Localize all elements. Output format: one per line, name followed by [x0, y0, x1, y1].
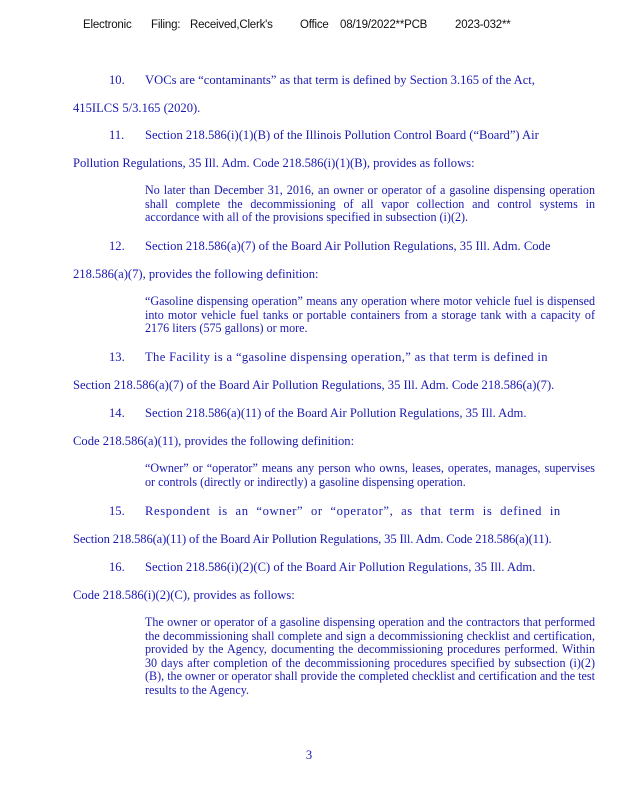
- paragraph-number: 14.: [109, 406, 125, 420]
- header-electronic: Electronic: [83, 19, 132, 31]
- paragraph-text: The Facility is a “gasoline dispensing operation,” as that term is defined in: [145, 350, 548, 364]
- header-date: 08/19/2022**PCB: [340, 19, 428, 31]
- block-quote: The owner or operator of a gasoline dispensing operation and the contractors that performed the decommissioning shall complete and sign a decommissioning checklist and certification, provided by the Agency, documenting the decommissioning procedures performed. Within 30 days after completion of the decommissioning procedures specified by subsection (i)(2)(B), the owner or operator shall provide the completed checklist and certification and the test results to the Agency.: [145, 615, 595, 697]
- header-office: Office: [300, 19, 329, 31]
- paragraph-text: Section 218.586(a)(11) of the Board Air Pollution Regulations, 35 Ill. Adm.: [145, 406, 527, 420]
- paragraph-text: Code 218.586(a)(11), provides the following definition:: [73, 434, 355, 448]
- paragraph-text: Section 218.586(i)(1)(B) of the Illinois Pollution Control Board (“Board”) Air: [145, 128, 539, 142]
- page-number: 3: [305, 748, 313, 762]
- block-quote: No later than December 31, 2016, an owner or operator of a gasoline dispensing operation shall complete the decommissioning of all vapor collection and control systems in accordance with all of the provisions specified in subsection (i)(2).: [145, 183, 595, 225]
- block-quote: “Owner” or “operator” means any person who owns, leases, operates, manages, supervises or controls (directly or indirectly) a gasoline dispensing operation.: [145, 461, 595, 489]
- paragraph-text: Section 218.586(a)(11) of the Board Air Pollution Regulations, 35 Ill. Adm. Code 218.586(a)(11).: [73, 532, 552, 546]
- paragraph-number: 16.: [109, 560, 125, 574]
- paragraph-text: Code 218.586(i)(2)(C), provides as follows:: [73, 588, 295, 602]
- header-case: 2023-032**: [455, 19, 511, 31]
- paragraph-text: Pollution Regulations, 35 Ill. Adm. Code 218.586(i)(1)(B), provides as follows:: [73, 156, 475, 170]
- paragraph-number: 13.: [109, 350, 125, 364]
- block-quote: “Gasoline dispensing operation” means any operation where motor vehicle fuel is dispensed into motor vehicle fuel tanks or portable containers from a storage tank with a capacity of 2176 liters (575 gallons) or more.: [145, 294, 595, 336]
- paragraph-text: 218.586(a)(7), provides the following definition:: [73, 267, 319, 281]
- paragraph-number: 11.: [109, 128, 125, 142]
- paragraph-text: Section 218.586(a)(7) of the Board Air Pollution Regulations, 35 Ill. Adm. Code: [145, 239, 551, 253]
- paragraph-text: 415ILCS 5/3.165 (2020).: [73, 101, 201, 115]
- filing-header: [0, 19, 618, 33]
- paragraph-number: 12.: [109, 239, 125, 253]
- header-filing: Filing:: [151, 19, 181, 31]
- paragraph-text: VOCs are “contaminants” as that term is defined by Section 3.165 of the Act,: [145, 73, 535, 87]
- paragraph-text: Section 218.586(i)(2)(C) of the Board Air Pollution Regulations, 35 Ill. Adm.: [145, 560, 536, 574]
- paragraph-number: 10.: [109, 73, 125, 87]
- paragraph-text: Section 218.586(a)(7) of the Board Air Pollution Regulations, 35 Ill. Adm. Code 218.586(a)(7).: [73, 378, 555, 392]
- header-received: Received,Clerk's: [190, 19, 273, 31]
- paragraph-number: 15.: [109, 504, 125, 518]
- paragraph-text: Respondent is an “owner” or “operator”, as that term is defined in: [145, 504, 561, 518]
